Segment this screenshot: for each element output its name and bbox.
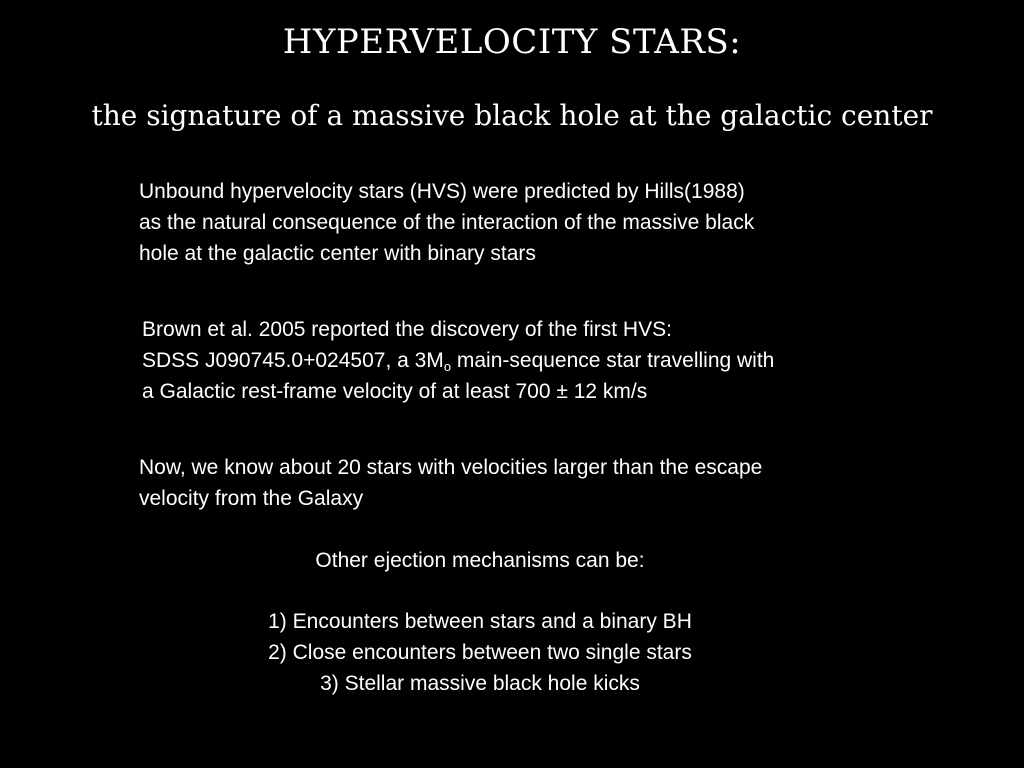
paragraph-line: as the natural consequence of the interaction of the massive black <box>139 211 755 234</box>
paragraph-line: velocity from the Galaxy <box>139 487 364 510</box>
paragraph-hills-prediction <box>139 176 754 269</box>
slide-title: HYPERVELOCITY STARS: <box>282 22 742 62</box>
paragraph-line: Unbound hypervelocity stars (HVS) were predicted by Hills(1988) <box>139 180 745 203</box>
paragraph-line <box>142 345 774 376</box>
star-designation-text: SDSS J090745.0+024507, a 3M <box>142 349 444 372</box>
list-item: 2) Close encounters between two single stars <box>268 641 692 664</box>
solar-mass-subscript: o <box>443 359 452 374</box>
paragraph-known-stars <box>139 452 762 514</box>
list-item: 1) Encounters between stars and a binary BH <box>268 610 692 633</box>
slide-subtitle: the signature of a massive black hole at the galactic center <box>91 99 933 132</box>
paragraph-brown-discovery <box>142 314 774 407</box>
mechanisms-heading: Other ejection mechanisms can be: <box>315 549 645 572</box>
paragraph-line: Now, we know about 20 stars with velocities larger than the escape <box>139 456 763 479</box>
paragraph-line: a Galactic rest-frame velocity of at least 700 ± 12 km/s <box>142 380 648 403</box>
paragraph-line: hole at the galactic center with binary stars <box>139 242 536 265</box>
mechanisms-list <box>0 606 960 699</box>
star-description-text: main-sequence star travelling with <box>451 349 775 372</box>
list-item: 3) Stellar massive black hole kicks <box>320 672 640 695</box>
paragraph-line: Brown et al. 2005 reported the discovery of the first HVS: <box>142 318 672 341</box>
